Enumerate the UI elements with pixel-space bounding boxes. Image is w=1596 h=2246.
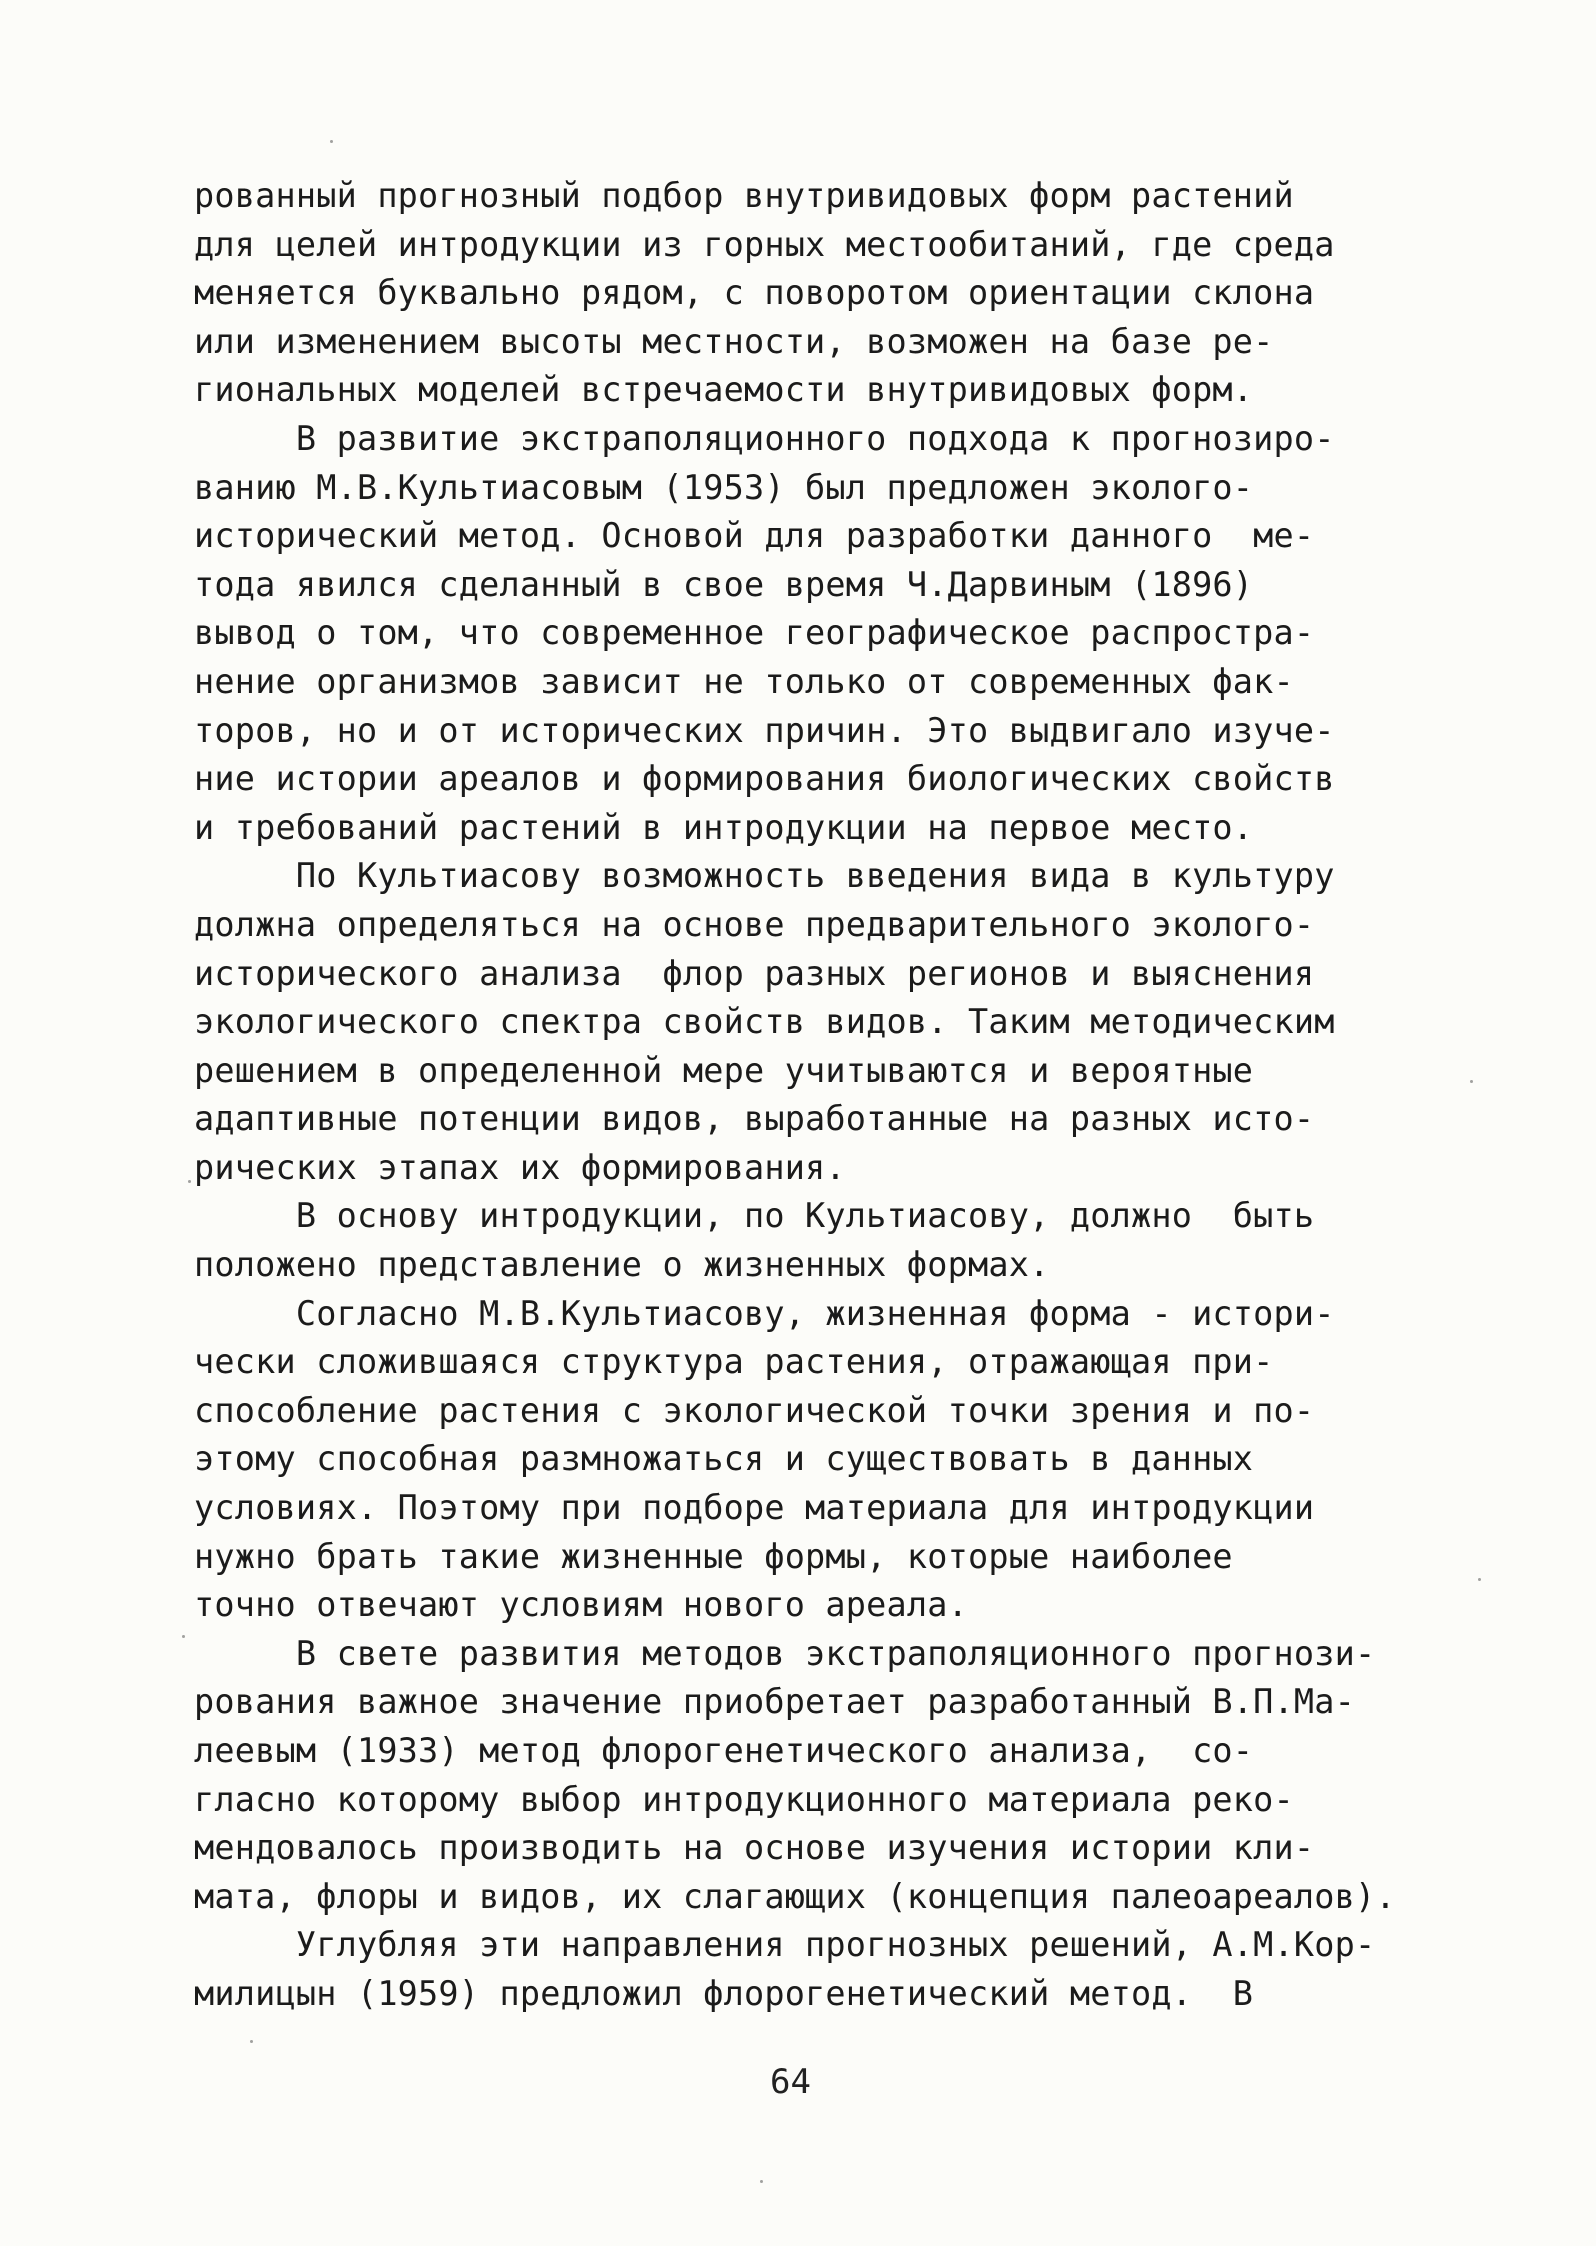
page-number: 64 xyxy=(770,2062,811,2102)
scan-speck xyxy=(250,2040,253,2043)
text-line: чески сложившаяся структура растения, отражающая при- xyxy=(194,1342,1274,1382)
text-line: исторический метод. Основой для разработки данного ме- xyxy=(194,516,1315,556)
text-line: положено представление о жизненных формах. xyxy=(194,1245,1050,1285)
scan-speck xyxy=(1470,1080,1473,1083)
text-line: или изменением высоты местности, возможен на базе ре- xyxy=(194,321,1274,361)
paragraph-start-line: В развитие экстраполяционного подхода к прогнозиро- xyxy=(194,418,1335,458)
text-line: этому способная размножаться и существовать в данных xyxy=(194,1439,1254,1479)
scan-speck xyxy=(760,2180,763,2183)
paragraph-start-line: В основу интродукции, по Культиасову, должно быть xyxy=(194,1196,1315,1236)
text-line: милицын (1959) предложил флорогенетический метод. В xyxy=(194,1973,1254,2013)
paragraph-start-line: Углубляя эти направления прогнозных решений, А.М.Кор- xyxy=(194,1925,1376,1965)
text-line: точно отвечают условиям нового ареала. xyxy=(194,1585,969,1625)
text-line: гиональных моделей встречаемости внутривидовых форм. xyxy=(194,370,1254,410)
text-line: и требований растений в интродукции на первое место. xyxy=(194,807,1254,847)
scan-speck xyxy=(182,1635,185,1638)
text-line: гласно которому выбор интродукционного материала реко- xyxy=(194,1779,1294,1819)
text-line: меняется буквально рядом, с поворотом ориентации склона xyxy=(194,273,1315,313)
text-line: тода явился сделанный в свое время Ч.Дарвиным (1896) xyxy=(194,564,1254,604)
scan-speck xyxy=(188,1180,191,1183)
text-line: условиях. Поэтому при подборе материала для интродукции xyxy=(194,1488,1315,1528)
text-line: способление растения с экологической точки зрения и по- xyxy=(194,1390,1315,1430)
text-line: нужно брать такие жизненные формы, которые наиболее xyxy=(194,1536,1233,1576)
text-line: экологического спектра свойств видов. Таким методическим xyxy=(194,1002,1335,1042)
body-text xyxy=(194,172,1494,2019)
paragraph-start-line: По Культиасову возможность введения вида в культуру xyxy=(194,856,1335,896)
scan-speck xyxy=(330,140,333,143)
text-line: решением в определенной мере учитываются и вероятные xyxy=(194,1050,1254,1090)
text-line: нение организмов зависит не только от современных фак- xyxy=(194,661,1294,701)
text-line: мата, флоры и видов, их слагающих (концепция палеоареалов). xyxy=(194,1876,1396,1916)
scan-speck xyxy=(1478,1578,1481,1581)
text-line: леевым (1933) метод флорогенетического анализа, со- xyxy=(194,1731,1254,1770)
paragraph-start-line: Согласно М.В.Культиасову, жизненная форма - истори- xyxy=(194,1293,1335,1333)
paragraph-start-line: В свете развития методов экстраполяционного прогнози- xyxy=(194,1633,1376,1673)
text-line: должна определяться на основе предварительного эколого- xyxy=(194,904,1315,944)
text-line: ванию М.В.Культиасовым (1953) был предложен эколого- xyxy=(194,467,1254,507)
text-line: рования важное значение приобретает разработанный В.П.Ма- xyxy=(194,1682,1356,1722)
text-line: вывод о том, что современное географическое распростра- xyxy=(194,613,1315,653)
text-line: исторического анализа флор разных регионов и выяснения xyxy=(194,953,1315,993)
text-line: адаптивные потенции видов, выработанные на разных исто- xyxy=(194,1099,1315,1139)
text-line: торов, но и от исторических причин. Это выдвигало изуче- xyxy=(194,710,1335,750)
text-line: ние истории ареалов и формирования биологических свойств xyxy=(194,759,1335,799)
text-line: рических этапах их формирования. xyxy=(194,1147,846,1187)
text-line: для целей интродукции из горных местообитаний, где среда xyxy=(194,224,1335,264)
text-line: мендовалось производить на основе изучения истории кли- xyxy=(194,1828,1315,1868)
text-line: рованный прогнозный подбор внутривидовых форм растений xyxy=(194,176,1294,215)
